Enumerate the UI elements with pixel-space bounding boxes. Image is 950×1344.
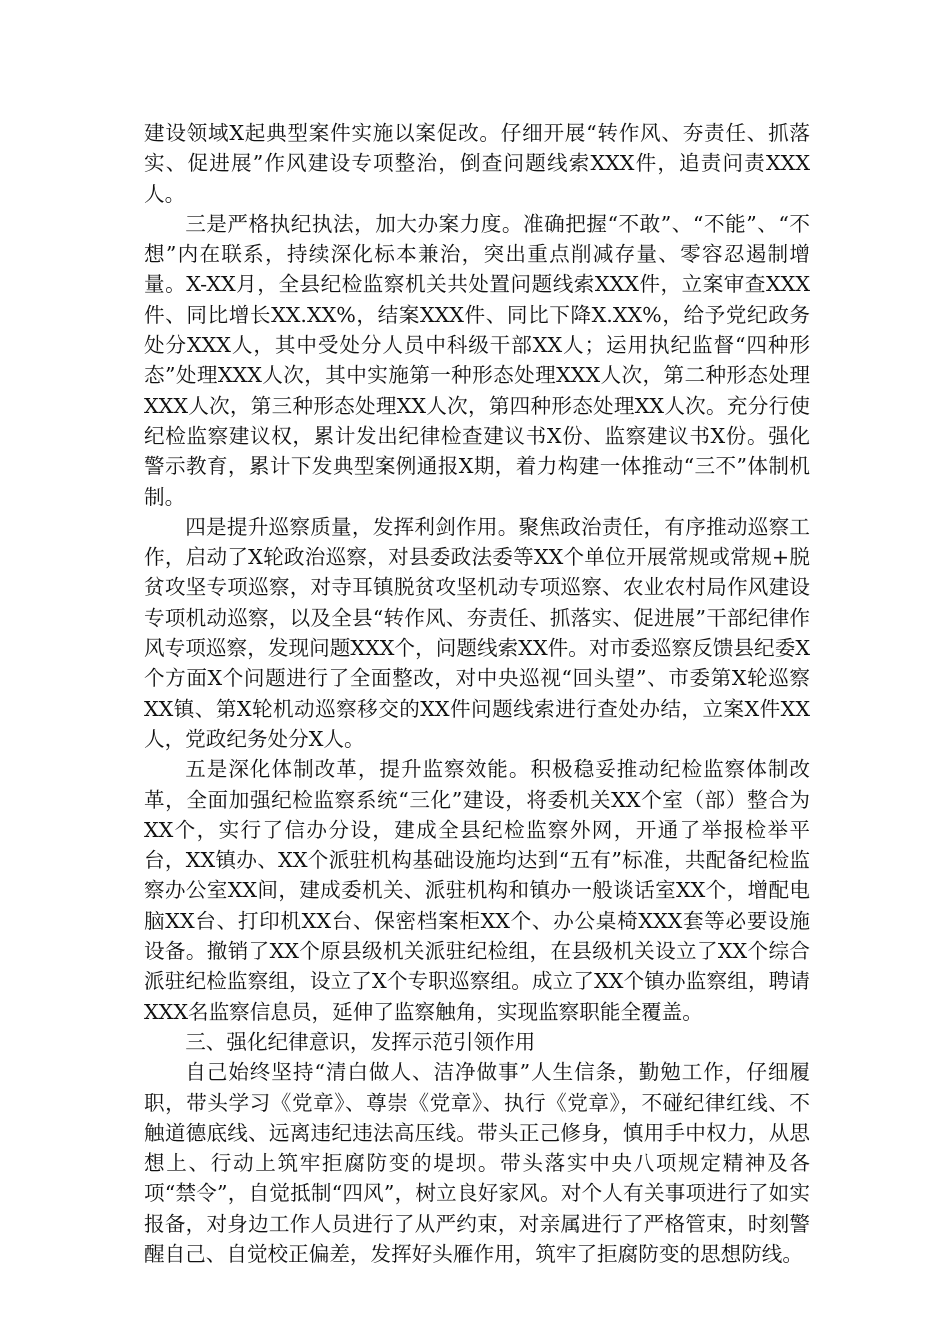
paragraph-discipline: 自己始终坚持“清白做人、洁净做事”人生信条，勤勉工作，仔细履职，带头学习《党章》、尊崇《党章》、执行《党章》，不碰纪律红线、不触道德底线、远离违纪违法高压线。带头正己修身，慎用手中权力，从思想上、行动上筑牢拒腐防变的堤坝。带头落实中央八项规定精神及各项“禁令”，自觉抵制“四风”，树立良好家风。对个人有关事项进行了如实报备，对身边工作人员进行了从严约束，对亲属进行了严格管束，时刻警醒自己、自觉校正偏差，发挥好头雁作用，筑牢了拒腐防变的思想防线。 (144, 1060, 810, 1266)
document-body (144, 118, 810, 1269)
paragraph-continuation: 建设领域X起典型案件实施以案促改。仔细开展“转作风、夯责任、抓落实、促进展”作风建设专项整治，倒查问题线索XXX件，追责问责XXX人。 (144, 121, 810, 206)
paragraph-item-five: 五是深化体制改革，提升监察效能。积极稳妥推动纪检监察体制改革，全面加强纪检监察系统“三化”建设，将委机关XX个室（部）整合为XX个，实行了信办分设，建成全县纪检监察外网，开通了举报检举平台，XX镇办、XX个派驻机构基础设施均达到“五有”标准，共配备纪检监察办公室XX间，建成委机关、派驻机构和镇办一般谈话室XX个，增配电脑XX台、打印机XX台、保密档案柜XX个、办公桌椅XXX套等必要设施设备。撤销了XX个原县级机关派驻纪检组，在县级机关设立了XX个综合派驻纪检监察组，设立了X个专职巡察组。成立了XX个镇办监察组，聘请XXX名监察信息员，延伸了监察触角，实现监察职能全覆盖。 (144, 757, 810, 1024)
section-heading: 三、强化纪律意识，发挥示范引领作用 (185, 1029, 536, 1054)
paragraph-item-four: 四是提升巡察质量，发挥利剑作用。聚焦政治责任，有序推动巡察工作，启动了X轮政治巡察，对县委政法委等XX个单位开展常规或常规+脱贫攻坚专项巡察，对寺耳镇脱贫攻坚机动专项巡察、农业农村局作风建设专项机动巡察，以及全县“转作风、夯责任、抓落实、促进展”干部纪律作风专项巡察，发现问题XXX个，问题线索XX件。对市委巡察反馈县纪委X个方面X个问题进行了全面整改，对中央巡视“回头望”、市委第X轮巡察XX镇、第X轮机动巡察移交的XX件问题线索进行查处办结，立案X件XX人，党政纪务处分X人。 (144, 514, 810, 751)
paragraph-item-three: 三是严格执纪执法，加大办案力度。准确把握“不敢”、“不能”、“不想”内在联系，持续深化标本兼治，突出重点削减存量、零容忍遏制增量。X-XX月，全县纪检监察机关共处置问题线索XXX件，立案审查XXX件、同比增长XX.XX%，结案XXX件、同比下降X.XX%，给予党纪政务处分XXX人，其中受处分人员中科级干部XX人；运用执纪监督“四种形态”处理XXX人次，其中实施第一种形态处理XXX人次，第二种形态处理XXX人次，第三种形态处理XX人次，第四种形态处理XX人次。充分行使纪检监察建议权，累计发出纪律检查建议书X份、监察建议书X份。强化警示教育，累计下发典型案例通报X期，着力构建一体推动“三不”体制机制。 (144, 211, 810, 509)
